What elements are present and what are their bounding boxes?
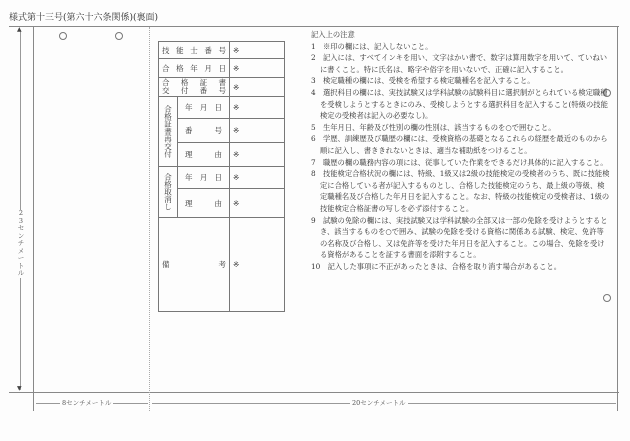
certificate-number-label-2: 交付番号 — [162, 86, 226, 95]
label-char: 由 — [214, 198, 222, 208]
right-border — [617, 26, 618, 411]
top-border — [9, 26, 619, 27]
label-char: 年 — [185, 173, 193, 182]
certificate-number-label: 合格証書 — [162, 78, 226, 87]
right-width-label: 20センチメートル — [352, 399, 406, 407]
form-title: 様式第十三号(第六十六条関係)(裏面) — [9, 13, 159, 23]
label-char: 年 — [185, 103, 193, 112]
punch-hole-icon — [59, 32, 67, 40]
pass-date-label: 合格年月日 — [162, 63, 226, 73]
label-char: 理 — [185, 150, 193, 159]
reissue-reason-label — [181, 149, 226, 160]
table-row — [159, 97, 285, 119]
left-border — [33, 26, 34, 411]
mark-cell: ※ — [230, 97, 285, 119]
punch-hole-icon — [603, 294, 611, 302]
revocation-group-label: 合格取消し — [159, 167, 178, 218]
mark-cell: ※ — [230, 119, 285, 143]
label-char: 考 — [218, 260, 226, 269]
instruction-item: 7 職歴の欄の職務内容の項には、従事していた作業をできるだけ具体的に記入すること。 — [311, 157, 608, 167]
revocation-date-label — [181, 172, 226, 183]
table-row — [159, 59, 285, 78]
mark-cell: ※ — [230, 78, 285, 97]
label-char: 理 — [185, 198, 193, 208]
label-char: 番 — [185, 126, 193, 135]
arrow-up-icon: ▲ — [17, 26, 22, 33]
table-row — [159, 42, 285, 59]
instruction-item: 2 記入には、すべてインキを用い、文字はかい書で、数字は算用数字を用いて、ていねいに書くこと。特に氏名は、略字や俗字を用いないで、正確に記入すること。 — [311, 53, 608, 74]
label-char: 号 — [214, 126, 222, 135]
punch-hole-icon — [115, 32, 123, 40]
bottom-border — [9, 392, 619, 393]
height-dimension-label: 23センチメートル — [15, 210, 27, 278]
table-row — [159, 119, 285, 143]
mark-cell: ※ — [230, 143, 285, 167]
mark-cell: ※ — [230, 167, 285, 189]
mark-cell: ※ — [230, 59, 285, 78]
mark-cell: ※ — [230, 218, 285, 312]
instruction-item: 1 ※印の欄には、記入しないこと。 — [311, 41, 433, 51]
instruction-item: 9 試験の免除の欄には、実技試験又は学科試験の全部又は一部の免除を受けようとするとき、該当するものを○で囲み、試験の免除を受ける資格に関係ある試験、検定、免許等の名称及び合格し、又は免許等を受けた年月日を記入すること。この場合、免除を受ける資格があることを証する書面を添附すること。 — [311, 215, 608, 260]
revocation-reason-label — [181, 198, 226, 209]
table-row — [159, 189, 285, 218]
instruction-item: 3 検定職種の欄には、受検を希望する検定職種名を記入すること。 — [311, 76, 535, 86]
table-row — [159, 78, 285, 97]
reissue-date-label — [181, 102, 226, 113]
instruction-item: 5 生年月日、年齢及び性別の欄の性別は、該当するものを○で囲むこと。 — [311, 122, 556, 132]
arrow-down-icon: ▼ — [17, 385, 22, 392]
mark-cell: ※ — [230, 42, 285, 59]
label-char: 月 — [199, 103, 208, 112]
instruction-item: 6 学歴、訓練歴及び職歴の欄には、受検資格の基礎となるこれらの経歴を最近のものから順に記入し、書ききれないときは、適当な補助紙をつけること。 — [311, 134, 608, 155]
remarks-label — [162, 259, 226, 270]
certification-table — [158, 41, 285, 312]
fold-line — [149, 27, 150, 411]
reissue-group-label: 合格証書再交付 — [159, 97, 178, 167]
mark-cell: ※ — [230, 189, 285, 218]
left-width-label: 8センチメートル — [62, 399, 112, 407]
skilled-worker-number-label: 技能士番号 — [162, 45, 226, 55]
instructions-heading: 記入上の注意 — [311, 30, 355, 39]
label-char: 日 — [214, 173, 222, 182]
table-row — [159, 167, 285, 189]
table-row — [159, 143, 285, 167]
instruction-item: 4 選択科目の欄には、実技試験又は学科試験の試験科目に選択制がとられている検定職種を受検しようとするときにのみ、受検しようとする選択科目を記入すること(特級の技能検定の受検者は記入の必要なし)。 — [311, 87, 608, 121]
reissue-number-label — [181, 125, 226, 136]
label-char: 由 — [214, 150, 222, 159]
label-char: 月 — [199, 173, 208, 182]
instruction-item: 10 記入した事項に不正があったときは、合格を取り消す場合があること。 — [311, 261, 562, 271]
instructions — [311, 29, 611, 272]
instruction-item: 8 技能検定合格状況の欄には、特級、1級又は2級の技能検定の受検者のうち、既に技能検定に合格している者が記入するものとし、合格した技能検定のうち、最上級の等級、検定職種名及び合格した年月日を記入すること。なお、特級の技能検定の受検者は、1級の技能検定合格証書の写しを必ず添付すること。 — [311, 169, 610, 213]
table-row — [159, 218, 285, 312]
label-char: 備 — [162, 260, 170, 269]
label-char: 日 — [214, 103, 222, 112]
